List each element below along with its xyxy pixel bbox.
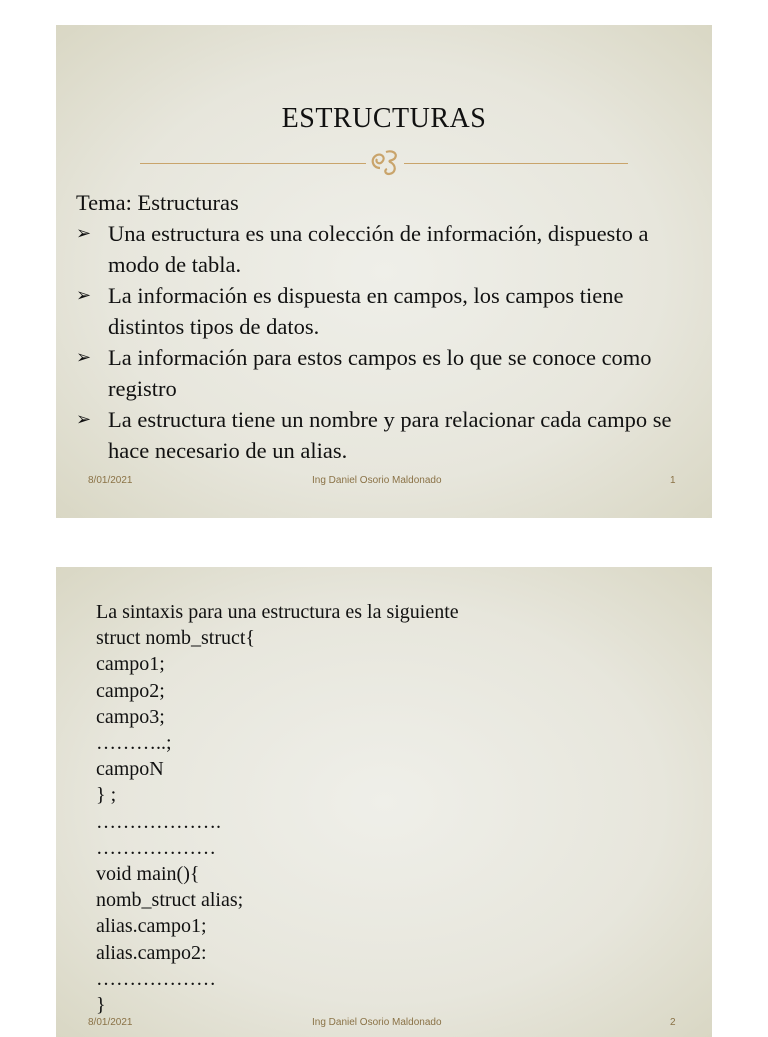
code-line: La sintaxis para una estructura es la siguiente (96, 601, 459, 623)
code-line: campo2; (96, 679, 165, 702)
code-line: campo1; (96, 653, 165, 676)
arrow-bullet-icon: ➢ (76, 223, 92, 244)
slide-2 (56, 567, 712, 1037)
bullet-item (76, 342, 696, 404)
bullet-item (76, 404, 696, 466)
flourish-icon (366, 144, 404, 180)
code-line: } (96, 994, 106, 1017)
footer-author: Ing Daniel Osorio Maldonado (312, 1017, 442, 1028)
slide-1 (56, 25, 712, 518)
arrow-bullet-icon: ➢ (76, 285, 92, 306)
slide-body (76, 187, 696, 466)
footer-page-number: 1 (670, 475, 676, 486)
arrow-bullet-icon: ➢ (76, 409, 92, 430)
code-line: alias.campo1; (96, 915, 207, 938)
footer-page-number: 2 (670, 1017, 676, 1028)
arrow-bullet-icon: ➢ (76, 347, 92, 368)
code-line: void main(){ (96, 863, 200, 886)
code-line: alias.campo2: (96, 941, 207, 964)
code-line: } ; (96, 784, 117, 807)
footer-date: 8/01/2021 (88, 1017, 133, 1028)
footer-author: Ing Daniel Osorio Maldonado (312, 475, 442, 486)
syntax-block (96, 599, 696, 1018)
code-line: ……………… (96, 967, 216, 990)
ornament-line-left (140, 163, 366, 164)
bullet-item (76, 280, 696, 342)
code-line: ……………… (96, 836, 216, 859)
topic-line: Tema: Estructuras (76, 190, 239, 215)
code-line: ………..; (96, 732, 172, 755)
slide-title: ESTRUCTURAS (281, 103, 487, 134)
bullet-text: La información es dispuesta en campos, los campos tiene distintos tipos de datos. (108, 283, 624, 339)
code-line: campo3; (96, 705, 165, 728)
code-line: campoN (96, 758, 164, 781)
ornament-line-right (404, 163, 628, 164)
bullet-item (76, 218, 696, 280)
bullet-text: La información para estos campos es lo que se conoce como registro (108, 345, 652, 401)
bullet-text: Una estructura es una colección de información, dispuesto a modo de tabla. (108, 221, 649, 277)
code-line: ………………. (96, 810, 221, 833)
code-line: nomb_struct alias; (96, 889, 244, 912)
footer-date: 8/01/2021 (88, 475, 133, 486)
code-line: struct nomb_struct{ (96, 627, 256, 650)
bullet-text: La estructura tiene un nombre y para relacionar cada campo se hace necesario de un alias. (108, 407, 672, 463)
